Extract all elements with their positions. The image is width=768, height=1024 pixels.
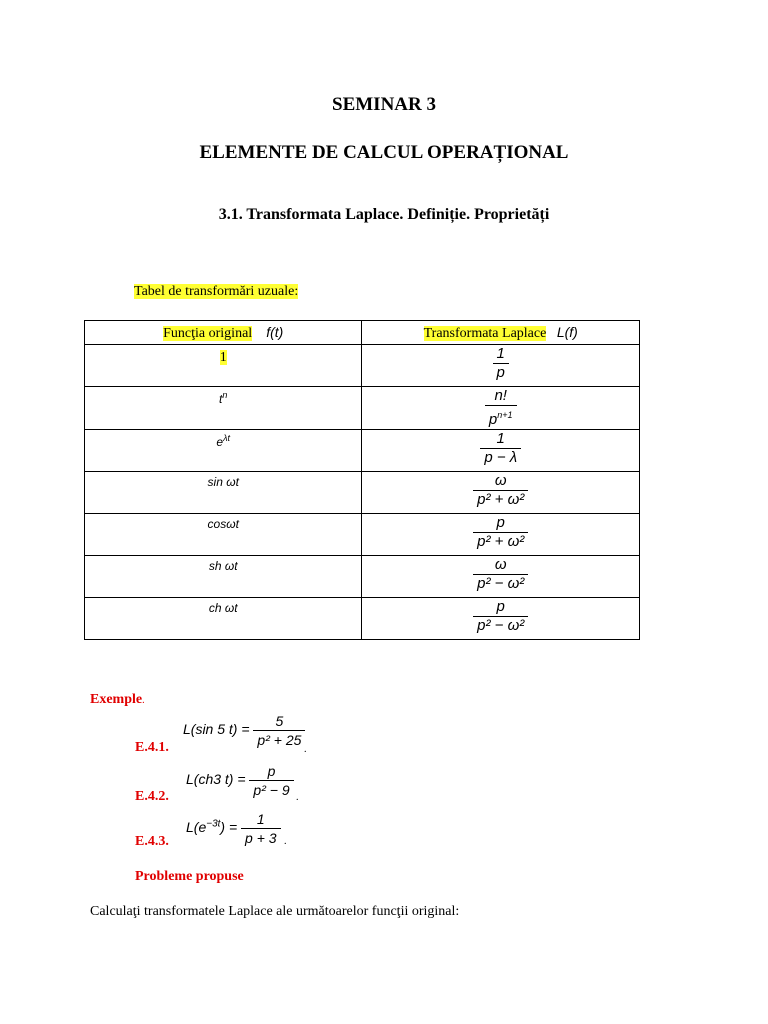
example-id: E.4.1. <box>135 740 169 755</box>
example-formula <box>183 712 305 749</box>
example-exponent: −3t <box>206 818 221 830</box>
table-row <box>85 345 640 387</box>
example-lhs: L(sin 5 t) = <box>183 721 250 738</box>
laplace-table <box>84 320 640 640</box>
fraction-numerator: 5 <box>275 713 284 729</box>
header-laplace-label: Transformata Laplace <box>423 326 547 341</box>
example-formula <box>186 762 294 799</box>
laplace-cell <box>362 514 640 556</box>
fraction-numerator: n! <box>494 387 507 404</box>
fraction-denominator: p² − ω² <box>473 616 528 635</box>
table-row <box>85 430 640 472</box>
section-heading: 3.1. Transformata Laplace. Definiție. Proprietăți <box>218 206 550 223</box>
table-row <box>85 514 640 556</box>
example-id: E.4.2. <box>135 789 169 804</box>
laplace-fraction <box>493 345 509 382</box>
fraction-denominator <box>485 405 517 429</box>
laplace-cell <box>362 472 640 514</box>
table-row <box>85 472 640 514</box>
original-cell <box>85 514 362 556</box>
fraction-numerator: ω <box>494 556 507 573</box>
fraction-denominator: p <box>493 363 509 382</box>
fraction-numerator: 1 <box>496 430 505 447</box>
example-fraction <box>241 810 281 847</box>
laplace-fraction <box>473 556 528 593</box>
original-value: ch ωt <box>208 601 238 615</box>
example-fraction <box>253 712 305 749</box>
fraction-denominator: p² + ω² <box>473 532 528 551</box>
problems-text: Calculaţi transformatele Laplace ale următoarelor funcţii original: <box>90 904 460 919</box>
page-title: SEMINAR 3 <box>332 94 436 115</box>
original-cell <box>85 387 362 430</box>
laplace-fraction <box>473 472 528 509</box>
fraction-numerator: ω <box>494 472 507 489</box>
original-cell <box>85 598 362 640</box>
original-cell <box>85 556 362 598</box>
punctuation-dot: . <box>304 744 307 755</box>
original-exponent: λt <box>223 433 231 443</box>
punctuation-dot: . <box>296 792 299 803</box>
header-original <box>85 321 362 345</box>
example-fraction <box>249 762 293 799</box>
table-caption-text: Tabel de transformări uzuale: <box>134 284 299 299</box>
laplace-cell <box>362 345 640 387</box>
examples-heading: Exemple. <box>90 692 145 707</box>
original-value: t <box>219 392 223 406</box>
original-value: sh ωt <box>208 559 238 573</box>
laplace-cell <box>362 598 640 640</box>
example-lhs: L(ch3 t) = <box>186 771 246 788</box>
table-header-row <box>85 321 640 345</box>
denominator-exponent: n+1 <box>497 410 513 420</box>
fraction-denominator: p² − ω² <box>473 574 528 593</box>
table-row <box>85 387 640 430</box>
original-cell <box>85 472 362 514</box>
fraction-denominator: p² − 9 <box>249 780 293 799</box>
original-value: e <box>216 435 224 449</box>
fraction-numerator: 1 <box>496 345 505 362</box>
original-value: sin ωt <box>207 475 239 489</box>
header-laplace-math: L(f) <box>556 324 578 340</box>
fraction-denominator: p − λ <box>480 448 521 467</box>
fraction-numerator: p <box>267 763 276 779</box>
header-laplace <box>362 321 640 345</box>
fraction-denominator: p² + ω² <box>473 490 528 509</box>
example-id: E.4.3. <box>135 834 169 849</box>
original-exponent: n <box>222 390 228 400</box>
example-formula <box>186 810 281 847</box>
punctuation-dot: . <box>284 836 287 847</box>
page-subtitle: ELEMENTE DE CALCUL OPERAȚIONAL <box>199 142 569 163</box>
header-original-math: f(t) <box>266 324 284 340</box>
original-cell <box>85 345 362 387</box>
laplace-fraction <box>480 430 521 467</box>
example-lhs: L(e <box>186 819 207 836</box>
fraction-denominator: p + 3 <box>241 828 281 847</box>
laplace-fraction <box>485 387 517 429</box>
laplace-fraction <box>473 598 528 635</box>
table-caption <box>134 284 298 300</box>
fraction-numerator: 1 <box>256 811 265 827</box>
table-row <box>85 598 640 640</box>
examples-label: Exemple <box>90 692 143 707</box>
laplace-cell <box>362 556 640 598</box>
fraction-numerator: p <box>496 598 505 615</box>
laplace-cell <box>362 387 640 430</box>
laplace-fraction <box>473 514 528 551</box>
fraction-numerator: p <box>496 514 505 531</box>
laplace-cell <box>362 430 640 472</box>
example-lhs-end: ) = <box>220 819 238 836</box>
problems-heading: Probleme propuse <box>135 869 244 884</box>
original-value: cosωt <box>207 517 239 531</box>
original-cell <box>85 430 362 472</box>
denominator-base: p <box>488 411 498 428</box>
header-original-label: Funcţia original <box>163 326 253 341</box>
table-row <box>85 556 640 598</box>
original-value: 1 <box>219 350 227 365</box>
fraction-denominator: p² + 25 <box>253 730 305 749</box>
